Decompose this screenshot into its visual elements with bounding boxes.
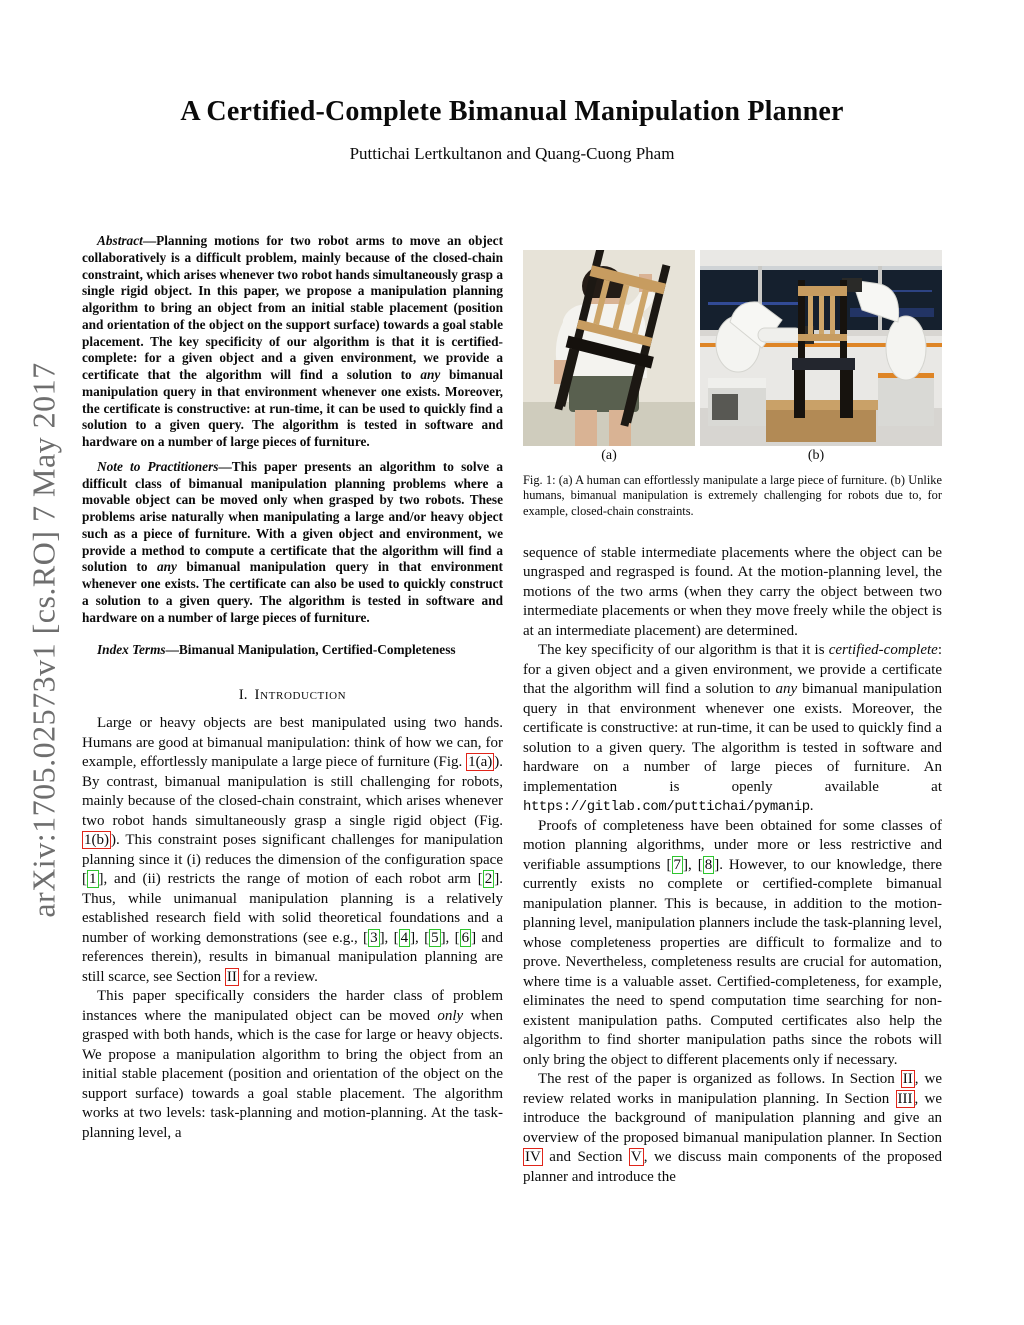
text-segment: bimanual manipulation query in that environment whenever one exists. The certificate can also be used to quickly construct a solution to a given query. The algorithm is tested in software and hardware on a number of large pieces of furniture. (82, 559, 503, 625)
gitlab-url-link[interactable]: https://gitlab.com/puttichai/pymanip (523, 799, 810, 816)
text-segment: Index Terms (97, 642, 166, 658)
text-segment: The key specificity of our algorithm is that it is (538, 642, 829, 659)
citation-link[interactable]: 5 (431, 929, 439, 946)
section-ref-link[interactable]: II (226, 968, 237, 985)
right-column (523, 233, 942, 1187)
text-segment: when grasped with both hands, which is the case for large or heavy objects. We propose a manipulation algorithm to bring the object from an initial stable placement (position and orientation of the object on the support surface) towards a goal stable placement. The algorithm works at two levels: task-planning and motion-planning. At the task-planning level, a (82, 1007, 503, 1141)
citation-link[interactable]: 2 (484, 871, 493, 887)
text-segment: ]. Thus, while unimanual manipulation planning is a relatively established research field with solid theoretical foundations and a number of working demonstrations (see e.g., [ (82, 871, 503, 946)
intro-paragraph-2 (82, 987, 503, 1143)
text-segment: . (809, 798, 814, 815)
figure1b-label: (b) (807, 448, 825, 463)
body-paragraph-key-specificity (523, 641, 942, 817)
body-paragraph-paper-organization (523, 1070, 942, 1187)
text-segment: and Section (542, 1149, 629, 1166)
figure1a-label: (a) (601, 448, 617, 463)
paper-authors: Puttichai Lertkultanon and Quang-Cuong Pham (349, 144, 675, 163)
text-segment: for a review. (238, 968, 318, 985)
text-segment: ] and references therein), results in bimanual manipulation planning are still scarce, see Section (82, 929, 503, 985)
intro-paragraph-1 (82, 714, 503, 987)
citation-link[interactable]: 6 (461, 929, 470, 946)
body-paragraph-continuation (523, 544, 942, 642)
section-ref-link[interactable]: III (897, 1090, 913, 1107)
abstract-paragraph (82, 233, 503, 451)
figure1-caption: Fig. 1: (a) A human can effortlessly manipulate a large piece of furniture. (b) Unlike humans, bimanual manipulation is extremely challenging for robots due to, for example, closed-chain constraints. (523, 473, 942, 518)
citation-link[interactable]: 8 (704, 856, 713, 873)
figure1-sublabels (523, 448, 942, 464)
text-segment: sequence of stable intermediate placements where the object can be ungrasped and regrasped is found. At the motion-planning level, the motions of the two arms (when they carry the object between two intermediate placements or when they move freely while the object is at an intermediate placement) are determined. (523, 544, 942, 639)
section-ref-link[interactable]: V (630, 1149, 642, 1166)
text-segment: any (420, 367, 441, 382)
section-ref-link[interactable]: II (902, 1071, 913, 1088)
text-segment: ). This constraint poses significant challenges for manipulation planning since it (i) reduces the dimension of the configuration space [ (82, 832, 503, 887)
text-segment: ], [ (440, 929, 460, 946)
figure1a-photo-human-chair (523, 250, 695, 446)
text-segment: Large or heavy objects are best manipulated using two hands. Humans are good at bimanual manipulation: think of how we can, for example, effortlessly manipulate a large piece of furniture (Fig. (82, 715, 503, 770)
text-segment: bimanual manipulation query in that environment whenever one exists. Moreover, the certificate is constructive: at run-time, it can be used to quickly find a solution to a given query. The algorithm is tested in software and hardware on a number of large pieces of furniture. An implementation is openly available at (523, 681, 942, 795)
text-segment: Abstract (97, 233, 143, 248)
text-segment: any (775, 681, 798, 698)
section-title: Introduction (254, 687, 347, 703)
text-segment: ], [ (683, 856, 703, 873)
index-terms (82, 642, 503, 659)
text-segment: The rest of the paper is organized as follows. In Section (538, 1071, 901, 1088)
text-segment: —Bimanual Manipulation, Certified-Completeness (165, 642, 456, 658)
section-number: I. (238, 687, 248, 703)
text-segment: , we review related works in manipulation planning. In Section (523, 1071, 942, 1107)
text-segment: ], and (ii) restricts the range of motion of each robot arm [ (98, 871, 483, 887)
citation-link[interactable]: 1 (89, 871, 97, 887)
paper-title: A Certified-Complete Bimanual Manipulation Planner (180, 96, 844, 127)
text-segment: This paper specifically considers the harder class of problem instances where the manipulated object can be moved (82, 988, 503, 1024)
text-segment: —This paper presents an algorithm to solve a difficult class of bimanual manipulation planning problems where a movable object can be moved only when grasped by two robots. These problems arise naturally when manipulating a large and/or heavy object such as a piece of furniture. With a given object and environment, we provide a method to compute a certificate that the algorithm will find a solution to (82, 458, 503, 575)
text-segment: —Planning motions for two robot arms to move an object collaboratively is a difficult problem, mainly because of the closed-chain constraint, which arises whenever two robot hands simultaneously grasp a single rigid object. In this paper, we propose a manipulation planning algorithm to bring an object from an initial stable placement (position and orientation of the object on the support surface) towards a goal stable placement. The key specificity of our algorithm is that it is certified-complete: for a given object and a given environment, we provide a certificate that the algorithm will find a solution to (82, 233, 503, 382)
section-heading-introduction (82, 687, 503, 704)
section-ref-link[interactable]: 1(a) (468, 754, 493, 770)
text-segment: only (437, 1007, 464, 1024)
text-segment: ], [ (379, 929, 399, 946)
text-segment: , we introduce the background of manipulation planning and give an overview of the proposed bimanual manipulation planner. In Section (523, 1090, 942, 1146)
text-segment: ], [ (410, 929, 430, 946)
section-ref-link[interactable]: 1(b) (84, 832, 109, 848)
figure1b-photo-robots-chair (700, 250, 942, 446)
figure1 (523, 250, 942, 446)
text-segment: bimanual manipulation query in that environment whenever one exists. Moreover, the certificate is constructive: at run-time, it can be used to quickly find a solution to a given query. The algorithm is tested in software and hardware on a number of large pieces of furniture. (82, 367, 503, 449)
text-segment: , we discuss main components of the proposed planner and introduce the (523, 1149, 942, 1185)
citation-link[interactable]: 4 (400, 929, 409, 946)
note-to-practitioners-paragraph (82, 459, 503, 627)
citation-link[interactable]: 7 (673, 856, 682, 873)
text-segment: : for a given object and a given environment, we provide a certificate that the algorithm will find a solution to (523, 642, 942, 698)
text-segment: ]. However, to our knowledge, there currently exists no complete or certified-complete bimanual manipulation planner. This is because, in addition to the motion-planning level, manipulation planners include the task-planning level, whose completeness properties are difficult to formalize and to prove. Nevertheless, completeness results are crucial for automation, where time is a valuable asset. Certified-completeness, for example, eliminates the need to spend computation time searching for non-existent manipulation paths. Computed certificates also help the algorithm to find shorter manipulation paths since the robots will only bring the object to different placements only if necessary. (523, 856, 943, 1068)
text-segment: Note to Practitioners (97, 458, 219, 474)
body-paragraph-completeness-proofs (523, 817, 942, 1071)
section-ref-link[interactable]: IV (525, 1149, 541, 1166)
text-segment: ). By contrast, bimanual manipulation is still challenging for robots, mainly because of the closed-chain constraint, which arises whenever two robot hands simultaneously grasp a single rigid object (Fig. (82, 754, 503, 829)
arxiv-identifier-sidebar: arXiv:1705.02573v1 [cs.RO] 7 May 2017 (25, 362, 62, 918)
text-segment: Proofs of completeness have been obtained for some classes of motion planning algorithms, under more or less restrictive and verifiable assumptions [ (523, 817, 942, 873)
citation-link[interactable]: 3 (370, 929, 378, 946)
text-segment: any (157, 559, 177, 575)
text-segment: certified-complete (828, 642, 938, 659)
left-column (82, 233, 503, 1143)
